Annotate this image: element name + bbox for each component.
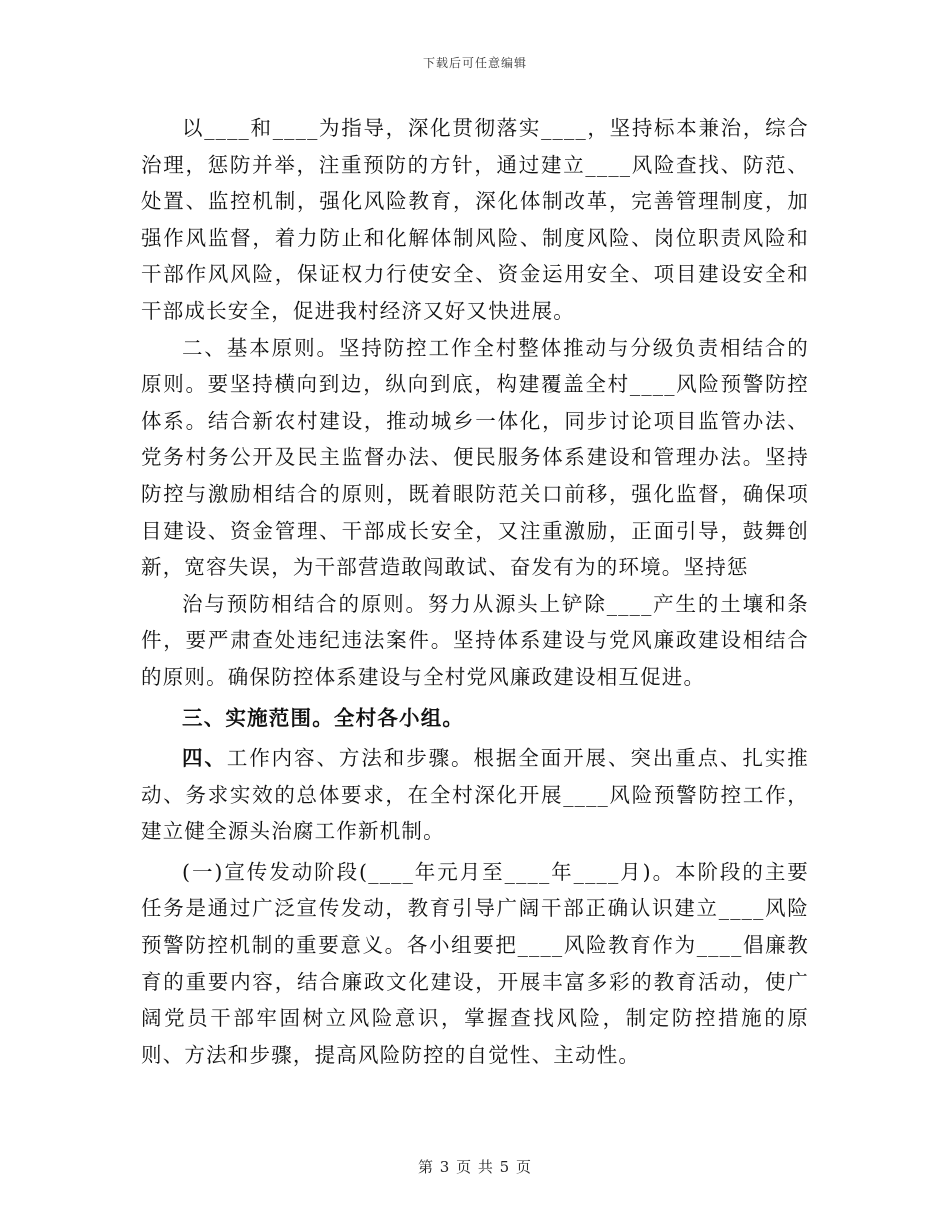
paragraph-basic-principles: 二、基本原则。坚持防控工作全村整体推动与分级负责相结合的原则。要坚持横向到边，纵向到底，构建覆盖全村____风险预警防控体系。结合新农村建设，推动城乡一体化，同步讨论项目监管办法、党务村务公开及民主监督办法、便民服务体系建设和管理办法。坚持防控与激励相结合的原则，既着眼防范关口前移，强化监督，确保项目建设、资金管理、干部成长安全，又注重激励，正面引导，鼓舞创新，宽容失误，为干部营造敢闯敢试、奋发有为的环境。坚持惩 <box>141 335 809 580</box>
document-body <box>141 110 809 1073</box>
paragraph-publicity-stage: (一)宣传发动阶段(____年元月至____年____月)。本阶段的主要任务是通过广泛宣传发动，教育引导广阔干部正确认识建立____风险预警防控机制的重要意义。各小组要把____风险教育作为____倡廉教育的重要内容，结合廉政文化建设，开展丰富多彩的教育活动，使广阔党员干部牢固树立风险意识，掌握查找风险，制定防控措施的原则、方法和步骤，提高风险防控的自觉性、主动性。 <box>141 859 809 1067</box>
paragraph-work-content <box>141 740 809 850</box>
paragraph-guiding-principles: 以____和____为指导，深化贯彻落实____，坚持标本兼治，综合治理，惩防并举，注重预防的方针，通过建立____风险查找、防范、处置、监控机制，强化风险教育，深化体制改革，完善管理制度，加强作风监督，着力防止和化解体制风险、制度风险、岗位职责风险和干部作风风险，保证权力行使安全、资金运用安全、项目建设安全和干部成长安全，促进我村经济又好又快进展。 <box>141 116 809 323</box>
work-content-text: 工作内容、方法和步骤。根据全面开展、突出重点、扎实推动、务求实效的总体要求，在全村深化开展____风险预警防控工作，建立健全源头治腐工作新机制。 <box>141 746 809 844</box>
paragraph-implementation-scope: 三、实施范围。全村各小组。 <box>182 705 465 730</box>
page-footer: 第 3 页 共 5 页 <box>418 1158 532 1176</box>
section-number-four: 四、 <box>182 746 227 771</box>
paragraph-principles-continued: 治与预防相结合的原则。努力从源头上铲除____产生的土壤和条件，要严肃查处违纪违法案件。坚持体系建设与党风廉政建设相结合的原则。确保防控体系建设与全村党风廉政建设相互促进。 <box>141 591 809 689</box>
page-header: 下载后可任意编辑 <box>422 56 527 70</box>
